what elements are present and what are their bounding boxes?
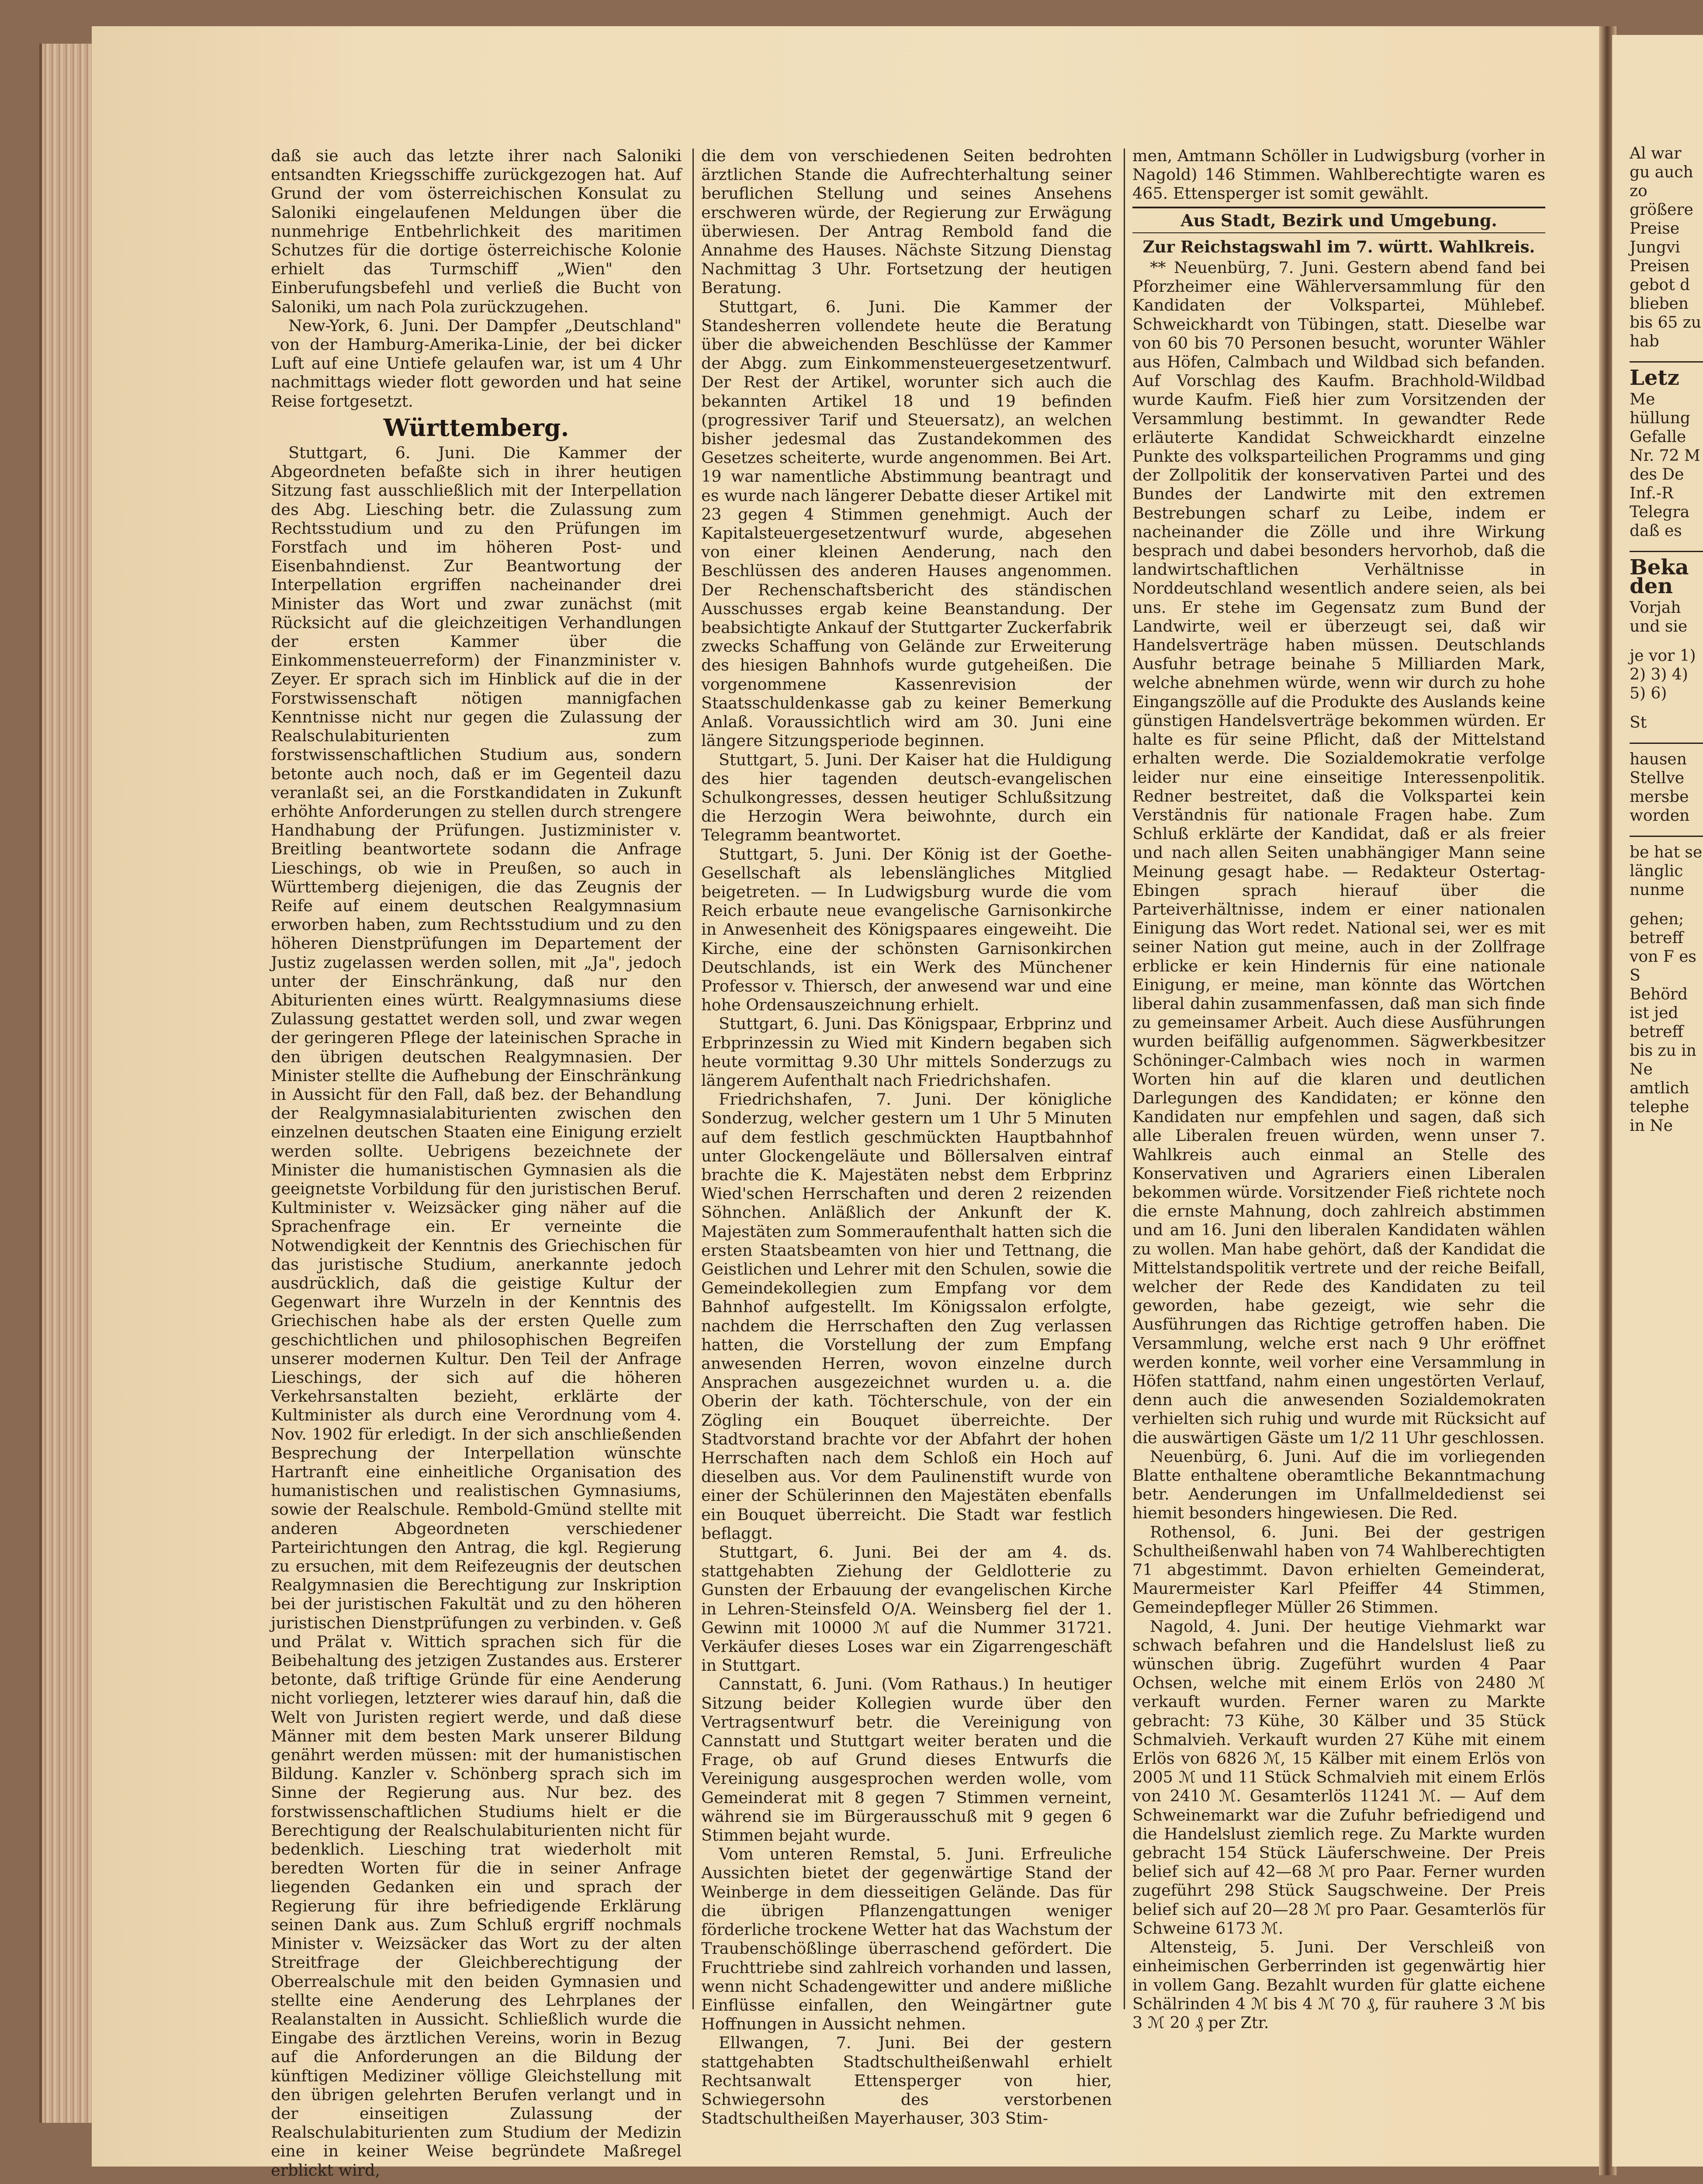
column-rule [692,149,694,2009]
article-paragraph: Stuttgart, 5. Juni. Der Kaiser hat die Huldigung des hier tagenden deutsch-evangelischen Schulkongresses, dessen heutiger Schlußsitzung die Herzogin Wera beiwohnte, durch ein Telegramm beantwortet. [701,750,1112,845]
fragment-text: gehen; betreff von F es S Behörd ist jed betreff bis zu in Ne amtlich telephe in Ne [1630,910,1696,1135]
fragment-text: be hat se länglic nunme [1630,843,1703,899]
article-paragraph: Friedrichshafen, 7. Juni. Der königliche Sonderzug, welcher gestern um 1 Uhr 5 Minuten auf dem festlich geschmückten Hauptbahnhof unter Glockengeläute und Böllersalven eintraf brachte die K. Majestäten nebst dem Erbprinz Wied'schen Herrschaften und deren 2 reizenden Söhnchen. Anläßlich der Ankunft der K. Majestäten zum Sommeraufenthalt hatten sich die ersten Staatsbeamten von hier und Tettnang, die Geistlichen und Lehrer mit den Schulen, sowie die Gemeindekollegien zum Empfang vor dem Bahnhof aufgestellt. Im Königssalon erfolgte, nachdem die Herrschaften den Zug verlassen hatten, die Vorstellung der zum Empfang anwesenden Herren, wovon einzelne durch Ansprachen ausgezeichnet wurden u. a. die Oberin der kath. Töchterschule, von der ein Zögling ein Bouquet überreichte. Der Stadtvorstand brachte vor der Abfahrt der hohen Herrschaften nach dem Schloß ein Hoch auf dieselben aus. Vor dem Paulinenstift wurde von einer der Schülerinnen den Majestäten ebenfalls ein Bouquet überreicht. Die Stadt war festlich beflaggt. [701,1090,1112,1543]
article-paragraph: Stuttgart, 6. Juni. Das Königspaar, Erbprinz und Erbprinzessin zu Wied mit Kindern begaben sich heute vormittag 9.30 Uhr mittels Sonderzugs zu längerem Aufenthalt nach Friedrichshafen. [701,1014,1112,1090]
article-paragraph: New-York, 6. Juni. Der Dampfer „Deutschland" von der Hamburg-Amerika-Linie, der bei dicker Luft auf eine Untiefe gelaufen war, ist um 4 Uhr nachmittags wieder flott geworden und hat seine Reise fortgesetzt. [271,316,682,411]
article-paragraph: Stuttgart, 6. Juni. Die Kammer der Standesherren vollendete heute die Beratung über die abweichenden Beschlüsse der Kammer der Abgg. zum Einkommensteuergesetzentwurf. Der Rest der Artikel, worunter sich auch die bekannten Artikel 18 und 19 befinden (progressiver Tarif und Steuersatz), an welchen bisher jedesmal das Zustandekommen des Gesetzes scheiterte, wurde angenommen. Bei Art. 19 war namentliche Abstimmung beantragt und es wurde nach längerer Debatte dieser Artikel mit 23 gegen 4 Stimmen genehmigt. Auch der Kapitalsteuergesetzentwurf wurde, abgesehen von einer kleinen Aenderung, nach den Beschlüssen des anderen Hauses angenommen. Der Rechenschaftsbericht des ständischen Ausschusses ergab keine Beanstandung. Der beabsichtigte Ankauf der Stuttgarter Zuckerfabrik zwecks Schaffung von Gelände zur Erweiterung des hiesigen Bahnhofs wurde gutgeheißen. Die vorgenommene Kassenrevision der Staatsschuldenkasse gab zu keiner Bemerkung Anlaß. Voraussichtlich wird am 30. Juni eine längere Sitzungsperiode beginnen. [701,297,1112,750]
divider [1630,836,1703,837]
fragment-text: Me hüllung Gefalle Nr. 72 M des De Inf.-R Telegra daß es [1630,390,1700,540]
article-paragraph: ** Neuenbürg, 7. Juni. Gestern abend fand bei Pforzheimer eine Wählerversammlung für den Kandidaten der Volkspartei, Mühlebef. Schweickhardt von Tübingen, statt. Dieselbe war von 60 bis 70 Personen besucht, worunter Wähler aus Höfen, Calmbach und Wildbad sich befanden. Auf Vorschlag des Kaufm. Brachhold-Wildbad wurde Kaufm. Fieß hier zum Vorsitzenden der Versammlung bestimmt. In gewandter Rede erläuterte Kandidat Schweickhardt einzelne Punkte des volksparteilichen Programms und ging der Zollpolitik der konservativen Partei und des Bundes der Landwirte mit den extremen Bestrebungen scharf zu Leibe, indem er nacheinander die Zölle und ihre Wirkung besprach und dabei besonders hervorhob, daß die landwirtschaftlichen Verhältnisse in Norddeutschland wesentlich andere seien, als bei uns. Er stehe im Gegensatz zum Bund der Landwirte, weil er überzeugt sei, daß wir Handelsverträge haben müssen. Deutschlands Ausfuhr betrage beinahe 5 Milliarden Mark, welche abnehmen würde, wenn wir durch zu hohe Eingangszölle auf die Produkte des Auslands keine günstigen Handelsverträge bekommen würden. Er halte es für seine Pflicht, daß der Mittelstand erhalten werde. Die Sozialdemokratie verfolge leider nur eine einseitige Interessenpolitik. Redner bestreitet, daß die Volkspartei kein Verständnis für nationale Fragen habe. Zum Schluß erklärte der Kandidat, daß er als freier und nach allen Seiten unabhängiger Mann seine Meinung gesagt habe. — Redakteur Ostertag-Ebingen sprach hierauf über die Parteiverhältnisse, indem er einer nationalen Einigung das Wort redet. National sei, wer es mit seiner Nation gut meine, auch in der Zollfrage erblicke er kein Hindernis für eine nationale Einigung, er meine, man könnte das Wörtchen liberal dahin zusammenfassen, daß man sich finde zu gemeinsamer Arbeit. Auch diese Ausführungen wurden beifällig aufgenommen. Sägwerkbesitzer Schöninger-Calmbach wies noch in warmen Worten hin auf die klaren und deutlichen Darlegungen des Kandidaten; er könne den Kandidaten nur empfehlen und sagen, daß sich alle Liberalen freuen würden, wenn unser 7. Wahlkreis auch einmal an Stelle des Konservativen und Agrariers einen Liberalen bekommen würde. Vorsitzender Fieß richtete noch die ernste Mahnung, doch zahlreich abstimmen und am 16. Juni den liberalen Kandidaten wählen zu wollen. Man habe gehört, daß der Kandidat die Mittelstandspolitik vertrete und der reiche Beifall, welcher der Rede des Kandidaten zu teil geworden, habe gezeigt, wie sehr die Ausführungen das Richtige getroffen haben. Die Versammlung, welche erst nach 9 Uhr eröffnet werden konnte, weil vorher eine Versammlung in Höfen stattfand, nahm einen ungestörten Verlauf, denn auch die anwesenden Sozialdemokraten verhielten sich ruhig und wurde mit Rücksicht auf die auswärtigen Gäste um 1/2 11 Uhr geschlossen. [1132,258,1545,1447]
article-paragraph: Stuttgart, 5. Juni. Der König ist der Goethe-Gesellschaft als lebenslängliches Mitglied beigetreten. — In Ludwigsburg wurde die vom Reich erbaute neue evangelische Garnisonkirche in Anwesenheit des Königspaares eingeweiht. Die Kirche, eine der schönsten Garnisonkirchen Deutschlands, ist ein Werk des Münchener Professor v. Thiersch, der anwesend war und eine hohe Ordensauszeichnung erhielt. [701,844,1112,1015]
column-rule [1124,149,1125,2009]
fragment-text: Al war gu auch zo größere Preise Jungvi Preisen gebot d blieben bis 65 zu hab [1630,145,1701,350]
article-paragraph: die dem von verschiedenen Seiten bedrohten ärztlichen Stande die Aufrechterhaltung seiner beruflichen Stellung und seines Ansehens erschweren würde, der Regierung zur Erwägung überwiesen. Der Antrag Rembold fand die Annahme des Hauses. Nächste Sitzung Dienstag Nachmittag 3 Uhr. Fortsetzung der heutigen Beratung. [701,146,1112,297]
fragment-text: St [1630,714,1647,732]
fragment-heading: Letz [1630,366,1679,390]
column-3 [1132,146,1545,2051]
right-page-fragment [1630,144,1703,2049]
article-paragraph: Neuenbürg, 6. Juni. Auf die im vorliegenden Blatte enthaltene oberamtliche Bekanntmachung betr. Aenderungen im Unfallmeldedienst sei hiemit besonders hingewiesen. Die Red. [1132,1447,1545,1523]
divider [1630,361,1703,363]
article-paragraph: men, Amtmann Schöller in Ludwigsburg (vorher in Nagold) 146 Stimmen. Wahlberechtigte waren es 465. Ettensperger ist somit gewählt. [1132,146,1545,203]
book-edge [39,44,99,2123]
column-2 [701,146,1112,2128]
divider [1630,551,1703,552]
fragment-text: je vor 1) 2) 3) 4) 5) 6) [1630,647,1696,702]
divider [1630,743,1703,744]
article-paragraph: Altensteig, 5. Juni. Der Verschleiß von einheimischen Gerberrinden ist gegenwärtig hier in vollem Gang. Bezahlt wurden für glatte eichene Schälrinden 4 ℳ bis 4 ℳ 70 ₰, für rauhere 3 ℳ bis 3 ℳ 20 ₰ per Ztr. [1132,1938,1545,2032]
section-heading-wuerttemberg: Württemberg. [383,413,569,442]
section-heading-local: Aus Stadt, Bezirk und Umgebung. [1132,207,1545,233]
article-paragraph: Vom unteren Remstal, 5. Juni. Erfreuliche Aussichten bietet der gegenwärtige Stand der Weinberge in dem diesseitigen Gelände. Das für die übrigen Pflanzengattungen weniger förderliche trockene Wetter hat das Wachstum der Traubenschößlinge überraschend gefördert. Die Fruchttriebe sind zahlreich vorhanden und lassen, wenn nicht Schadengewitter und andere mißliche Einflüsse einfallen, den Weingärtner gute Hoffnungen in Aussicht nehmen. [701,1845,1112,2034]
article-paragraph: Nagold, 4. Juni. Der heutige Viehmarkt war schwach befahren und die Handelslust ließ zu wünschen übrig. Zugeführt wurden 4 Paar Ochsen, welche mit einem Erlös von 2480 ℳ verkauft wurden. Ferner waren zu Markte gebracht: 73 Kühe, 30 Kälber und 35 Stück Schmalvieh. Verkauft wurden 27 Kühe mit einem Erlös von 6826 ℳ, 15 Kälber mit einem Erlös von 2005 ℳ und 11 Stück Schmalvieh mit einem Erlös von 2410 ℳ. Gesamterlös 11241 ℳ. — Auf dem Schweinemarkt war die Zufuhr befriedigend und die Handelslust ziemlich rege. Zu Markte wurden gebracht 154 Stück Läuferschweine. Der Preis belief sich auf 42—68 ℳ pro Paar. Ferner wurden zugeführt 298 Stück Saugschweine. Der Preis belief sich auf 20—28 ℳ pro Paar. Gesamterlös für Schweine 6173 ℳ. [1132,1617,1545,1938]
fragment-text: hausen Stellve mersbe worden [1630,750,1690,825]
subheading-reichstagswahl: Zur Reichstagswahl im 7. württ. Wahlkreis. [1142,237,1535,256]
article-paragraph: Stuttgart, 6. Juni. Bei der am 4. ds. stattgehabten Ziehung der Geldlotterie zu Gunsten der Erbauung der evangelischen Kirche in Lehren-Steinsfeld O/A. Weinsberg fiel der 1. Gewinn mit 10000 ℳ auf die Nummer 31721. Verkäufer dieses Loses war ein Zigarrengeschäft in Stuttgart. [701,1543,1112,1675]
article-paragraph: Stuttgart, 6. Juni. Die Kammer der Abgeordneten befaßte sich in ihrer heutigen Sitzung fast ausschließlich mit der Interpellation des Abg. Liesching betr. die Zulassung zum Rechtsstudium und zu den Prüfungen im Forstfach und im höheren Post- und Eisenbahndienst. Zur Beantwortung der Interpellation ergriffen nacheinander drei Minister das Wort und zwar zunächst (mit Rücksicht auf die gleichzeitigen Verhandlungen der ersten Kammer über die Einkommensteuerreform) der Finanzminister v. Zeyer. Er sprach sich im Hinblick auf die in der Forstwissenschaft nötigen mannigfachen Kenntnisse nicht nur gegen die Zulassung der Realschulabiturienten zum forstwissenschaftlichen Studium aus, sondern betonte auch noch, daß er im Gegenteil dazu veranlaßt sei, an die Forstkandidaten in Zukunft erhöhte Anforderungen zu stellen durch strengere Handhabung der Prüfungen. Justizminister v. Breitling beantwortete sodann die Anfrage Lieschings, ob wie in Preußen, so auch in Württemberg diejenigen, die das Zeugnis der Reife auf einem deutschen Realgymnasium erworben haben, zum Rechtsstudium und zu den höheren Dienstprüfungen im Departement der Justiz zugelassen werden sollen, mit „Ja", jedoch unter der Einschränkung, daß nur den Abiturienten eines württ. Realgymnasiums diese Zulassung gestattet werden soll, und zwar wegen der geringeren Pflege der lateinischen Sprache in den übrigen deutschen Realgymnasien. Der Minister stellte die Aufhebung der Einschränkung in Aussicht für den Fall, daß bez. der Behandlung der Realgymnasialabiturienten zwischen den einzelnen deutschen Staaten eine Einigung erzielt werden sollte. Uebrigens bezeichnete der Minister die humanistischen Gymnasien als die geeignetste Vorbildung für den juristischen Beruf. Kultminister v. Weizsäcker ging näher auf die Sprachenfrage ein. Er verneinte die Notwendigkeit der Kenntnis des Griechischen für das juristische Studium, anerkannte jedoch ausdrücklich, daß die geistige Kultur der Gegenwart ihre Wurzeln in der Kenntnis des Griechischen habe als der ersten Quelle zum geschichtlichen und philosophischen Begreifen unserer modernen Kultur. Den Teil der Anfrage Lieschings, der sich auf die höheren Verkehrsanstalten bezieht, erklärte der Kultminister als durch eine Verordnung vom 4. Nov. 1902 für erledigt. In der sich anschließenden Besprechung der Interpellation wünschte Hartranft eine einheitliche Organisation des humanistischen und realistischen Gymnasiums, sowie der Realschule. Rembold-Gmünd stellte mit anderen Abgeordneten verschiedener Parteirichtungen den Antrag, die kgl. Regierung zu ersuchen, mit dem Reifezeugnis der deutschen Realgymnasien die Berechtigung zur Inskription bei der juristischen Fakultät und zu den höheren juristischen Dienstprüfungen zu verbinden. v. Geß und Prälat v. Wittich sprachen sich für die Beibehaltung des jetzigen Zustandes aus. Ersterer betonte, daß triftige Gründe für eine Aenderung nicht vorliegen, letzterer wies darauf hin, daß die Welt von Juristen regiert werde, und daß diese Männer mit dem besten Mark unserer Bildung genährt werden müssen: mit der humanistischen Bildung. Kanzler v. Schönberg sprach sich im Sinne der Regierung aus. Nur bez. des forstwissenschaftlichen Studiums hielt er die Berechtigung der Realschulabiturienten nicht für bedenklich. Liesching trat wiederholt mit beredten Worten für die in seiner Anfrage liegenden Gedanken ein und sprach der Regierung für ihre befriedigende Erklärung seinen Dank aus. Zum Schluß ergriff nochmals Minister v. Weizsäcker das Wort zu der alten Streitfrage der Gleichberechtigung der Oberrealschule mit den beiden Gymnasien und stellte eine Aenderung des Lehrplanes der Realanstalten in Aussicht. Schließlich wurde die Eingabe des ärztlichen Vereins, worin in Bezug auf die Anforderungen an die Bildung der künftigen Mediziner völlige Gleichstellung mit den übrigen gelehrten Berufen verlangt und in der einseitigen Zulassung der Realschulabiturienten zum Studium der Medizin eine in keiner Weise begründete Maßregel erblickt wird, [271,443,682,2180]
article-paragraph: daß sie auch das letzte ihrer nach Saloniki entsandten Kriegsschiffe zurückgezogen hat. Auf Grund der vom österreichischen Konsulat zu Saloniki eingelaufenen Meldungen über die nunmehrige Entbehrlichkeit des maritimen Schutzes für die dortige österreichische Kolonie erhielt das Turmschiff „Wien" den Einberufungsbefehl und verließ die Bucht von Saloniki, um nach Pola zurückzugehen. [271,146,682,316]
column-1 [271,146,682,2180]
fragment-heading: Beka den [1630,555,1689,598]
fragment-text: Vorjah und sie [1630,599,1688,636]
article-paragraph: Ellwangen, 7. Juni. Bei der gestern stattgehabten Stadtschultheißenwahl erhielt Rechtsanwalt Ettensperger von hier, Schwiegersohn des verstorbenen Stadtschultheißen Mayerhauser, 303 Stim- [701,2033,1112,2128]
article-paragraph: Rothensol, 6. Juni. Bei der gestrigen Schultheißenwahl haben von 74 Wahlberechtigten 71 abgestimmt. Davon erhielten Gemeinderat, Maurermeister Karl Pfeiffer 44 Stimmen, Gemeindepfleger Müller 26 Stimmen. [1132,1522,1545,1617]
article-paragraph: Cannstatt, 6. Juni. (Vom Rathaus.) In heutiger Sitzung beider Kollegien wurde über den Vertragsentwurf betr. die Vereinigung von Cannstatt und Stuttgart weiter beraten und die Frage, ob auf Grund dieses Entwurfs die Vereinigung ausgesprochen werden wolle, vom Gemeinderat mit 8 gegen 7 Stimmen verneint, während sie im Bürgerausschuß mit 9 gegen 6 Stimmen bejaht wurde. [701,1675,1112,1845]
